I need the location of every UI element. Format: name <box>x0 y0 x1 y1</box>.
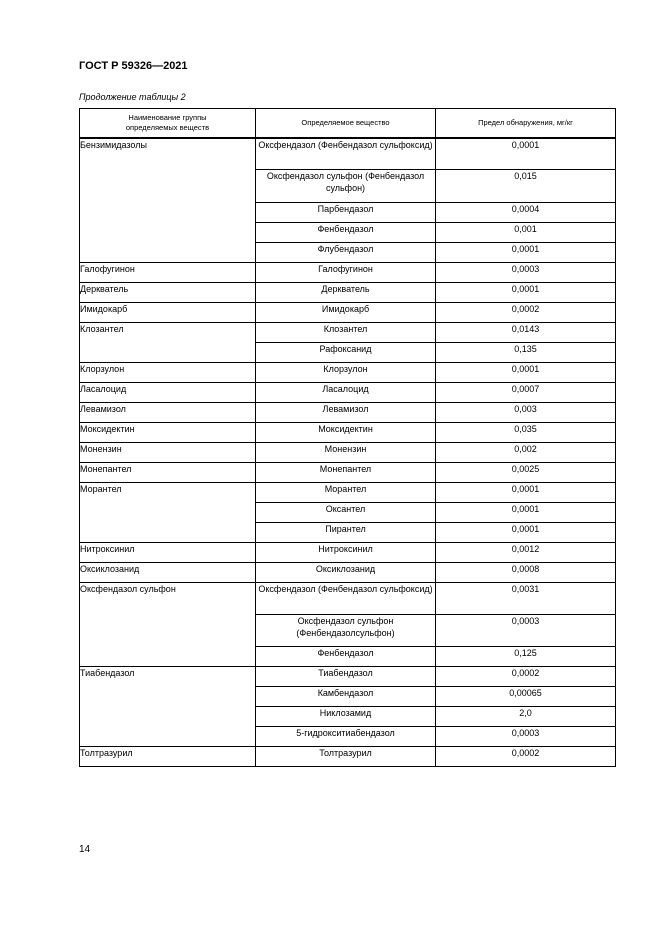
substance-cell <box>256 302 436 322</box>
table-row <box>80 422 616 442</box>
limit-cell <box>436 462 616 482</box>
limit-cell <box>436 322 616 342</box>
substance-cell <box>256 482 436 502</box>
substance-name: 5-гидрокситиабендазол <box>296 727 395 738</box>
limit-value: 0,0002 <box>511 667 540 678</box>
group-cell <box>80 442 256 462</box>
limit-value: 0,0025 <box>511 463 540 474</box>
limit-cell <box>436 202 616 222</box>
header-substance: Определяемое вещество <box>256 109 436 139</box>
group-cell <box>80 666 256 746</box>
substance-cell <box>256 422 436 442</box>
substance-cell <box>256 614 436 646</box>
limit-cell <box>436 542 616 562</box>
group-name: Тиабендазол <box>80 667 135 678</box>
limit-value: 0,003 <box>514 403 537 414</box>
limit-cell <box>436 522 616 542</box>
limit-value: 0,001 <box>514 223 537 234</box>
group-cell <box>80 422 256 442</box>
substance-cell <box>256 726 436 746</box>
substance-cell <box>256 502 436 522</box>
header-group: Наименование группы определяемых веществ <box>80 109 256 139</box>
substance-cell <box>256 262 436 282</box>
group-name: Монензин <box>80 443 122 454</box>
substance-name: Имидокарб <box>321 303 370 314</box>
limit-value: 0,0002 <box>511 747 540 758</box>
substance-name: Оксфендазол сульфон (Фенбендазол сульфон) <box>266 170 425 193</box>
group-name: Оксиклозанид <box>80 563 140 574</box>
substance-cell <box>256 442 436 462</box>
substance-name: Галофугинон <box>318 263 373 274</box>
substance-name: Пирантел <box>325 523 366 534</box>
substance-name: Фенбендазол <box>317 647 374 658</box>
substance-cell <box>256 522 436 542</box>
group-cell <box>80 382 256 402</box>
limit-value: 0,0001 <box>511 363 540 374</box>
table-row <box>80 322 616 342</box>
group-name: Моксидектин <box>80 423 135 434</box>
limit-cell <box>436 666 616 686</box>
group-cell <box>80 462 256 482</box>
substance-name: Клорзулон <box>323 363 368 374</box>
group-name: Ласалоцид <box>80 383 127 394</box>
group-cell <box>80 138 256 262</box>
limit-value: 0,0012 <box>511 543 540 554</box>
limit-value: 0,0004 <box>511 203 540 214</box>
limit-cell <box>436 302 616 322</box>
table-header-row <box>80 109 616 139</box>
limit-cell <box>436 282 616 302</box>
limit-value: 0,035 <box>514 423 537 434</box>
substance-cell <box>256 562 436 582</box>
substance-name: Нитроксинил <box>318 543 373 554</box>
substance-name: Левамизол <box>322 403 369 414</box>
group-name: Имидокарб <box>80 303 128 314</box>
group-cell <box>80 582 256 666</box>
limit-value: 0,135 <box>514 343 537 354</box>
substance-cell <box>256 462 436 482</box>
limit-value: 0,0001 <box>511 523 540 534</box>
substance-name: Оксфендазол сульфон (Фенбендазолсульфон) <box>296 615 395 638</box>
substance-name: Оксфендазол (Фенбендазол сульфоксид) <box>258 140 433 150</box>
limit-value: 0,0002 <box>511 303 540 314</box>
substance-name: Камбендазол <box>317 687 374 698</box>
substance-name: Ласалоцид <box>322 383 369 394</box>
limit-value: 0,0001 <box>511 243 540 254</box>
limit-cell <box>436 502 616 522</box>
limit-value: 0,0031 <box>511 583 540 594</box>
limit-value: 0,0003 <box>511 263 540 274</box>
substance-cell <box>256 646 436 666</box>
group-cell <box>80 482 256 542</box>
group-name: Левамизол <box>80 403 126 414</box>
group-name: Толтразурил <box>80 747 133 758</box>
limit-value: 2,0 <box>519 707 532 718</box>
standard-title: ГОСТ Р 59326—2021 <box>79 60 188 72</box>
limit-value: 0,0001 <box>511 483 540 494</box>
limit-cell <box>436 482 616 502</box>
substance-name: Оксфендазол (Фенбендазол сульфоксид) <box>258 583 433 594</box>
limit-value: 0,0007 <box>511 383 540 394</box>
table-row <box>80 302 616 322</box>
limit-value: 0,0003 <box>511 727 540 738</box>
substance-cell <box>256 202 436 222</box>
group-cell <box>80 282 256 302</box>
substance-cell <box>256 282 436 302</box>
limit-value: 0,002 <box>514 443 537 454</box>
detection-limits-table <box>79 108 616 767</box>
limit-cell <box>436 342 616 362</box>
group-cell <box>80 402 256 422</box>
group-cell <box>80 302 256 322</box>
limit-value: 0,0143 <box>511 323 540 334</box>
table-body <box>80 138 616 766</box>
group-name: Оксфендазол сульфон <box>80 583 176 594</box>
table-row <box>80 362 616 382</box>
table-caption: Продолжение таблицы 2 <box>79 92 186 102</box>
limit-value: 0,0003 <box>511 615 540 626</box>
substance-name: Флубендазол <box>317 243 374 254</box>
substance-name: Морантел <box>324 483 367 494</box>
group-name: Клорзулон <box>80 363 125 374</box>
substance-cell <box>256 382 436 402</box>
substance-name: Тиабендазол <box>318 667 373 678</box>
table-row <box>80 382 616 402</box>
table-row <box>80 562 616 582</box>
table-row <box>80 282 616 302</box>
group-name: Морантел <box>80 483 122 494</box>
substance-name: Толтразурил <box>319 747 372 758</box>
group-name: Бензимидазолы <box>80 140 147 150</box>
substance-cell <box>256 686 436 706</box>
substance-cell <box>256 342 436 362</box>
limit-cell <box>436 706 616 726</box>
limit-cell <box>436 382 616 402</box>
limit-cell <box>436 442 616 462</box>
table-row <box>80 542 616 562</box>
table-row <box>80 582 616 614</box>
limit-value: 0,0001 <box>511 140 540 150</box>
substance-name: Монензин <box>324 443 367 454</box>
limit-cell <box>436 686 616 706</box>
table-row <box>80 262 616 282</box>
limit-cell <box>436 746 616 766</box>
group-cell <box>80 542 256 562</box>
group-cell <box>80 322 256 362</box>
table-row <box>80 746 616 766</box>
substance-name: Оксантел <box>325 503 366 514</box>
group-name: Монепантел <box>80 463 132 474</box>
substance-cell <box>256 222 436 242</box>
group-cell <box>80 562 256 582</box>
substance-cell <box>256 242 436 262</box>
limit-cell <box>436 138 616 169</box>
substance-name: Деркватель <box>321 283 370 294</box>
group-name: Деркватель <box>80 283 129 294</box>
limit-cell <box>436 242 616 262</box>
limit-value: 0,125 <box>514 647 537 658</box>
table-row <box>80 402 616 422</box>
limit-cell <box>436 169 616 202</box>
substance-cell <box>256 706 436 726</box>
table-row <box>80 482 616 502</box>
limit-value: 0,00065 <box>509 687 542 698</box>
limit-value: 0,015 <box>514 170 537 181</box>
table-row <box>80 462 616 482</box>
limit-cell <box>436 262 616 282</box>
substance-cell <box>256 138 436 169</box>
substance-cell <box>256 542 436 562</box>
limit-cell <box>436 222 616 242</box>
group-name: Галофугинон <box>80 263 135 274</box>
limit-cell <box>436 646 616 666</box>
group-name: Нитроксинил <box>80 543 135 554</box>
limit-cell <box>436 726 616 746</box>
substance-cell <box>256 746 436 766</box>
table-row <box>80 666 616 686</box>
substance-name: Фенбендазол <box>317 223 374 234</box>
group-name: Клозантел <box>80 323 124 334</box>
substance-name: Клозантел <box>323 323 368 334</box>
limit-cell <box>436 362 616 382</box>
substance-name: Моксидектин <box>318 423 373 434</box>
group-cell <box>80 362 256 382</box>
limit-value: 0,0001 <box>511 283 540 294</box>
table-row <box>80 138 616 169</box>
table-row <box>80 442 616 462</box>
substance-name: Никлозамид <box>319 707 372 718</box>
header-limit: Предел обнаружения, мг/кг <box>436 109 616 139</box>
substance-cell <box>256 362 436 382</box>
group-cell <box>80 262 256 282</box>
limit-cell <box>436 582 616 614</box>
limit-value: 0,0008 <box>511 563 540 574</box>
substance-cell <box>256 169 436 202</box>
limit-cell <box>436 562 616 582</box>
limit-cell <box>436 422 616 442</box>
substance-cell <box>256 666 436 686</box>
limit-value: 0,0001 <box>511 503 540 514</box>
substance-name: Оксиклозанид <box>315 563 376 574</box>
substance-name: Монепантел <box>319 463 372 474</box>
substance-name: Парбендазол <box>317 203 374 214</box>
substance-cell <box>256 582 436 614</box>
substance-name: Рафоксанид <box>319 343 372 354</box>
limit-cell <box>436 402 616 422</box>
substance-cell <box>256 322 436 342</box>
limit-cell <box>436 614 616 646</box>
substance-cell <box>256 402 436 422</box>
page-number: 14 <box>79 844 91 855</box>
group-cell <box>80 746 256 766</box>
